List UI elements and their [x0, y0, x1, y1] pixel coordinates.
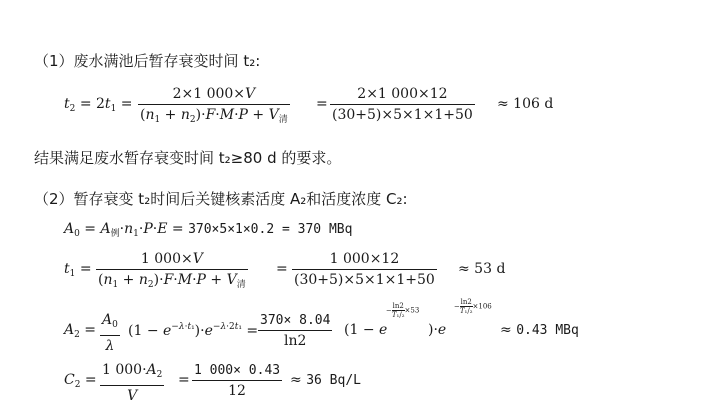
eq5-fraction-numeric — [192, 362, 282, 400]
eq3-den2: (30+5)×5×1×1+50 — [294, 272, 435, 288]
heading-part-1-text: （1）废水满池后暂存衰变时间 t₂: — [34, 52, 261, 70]
eq4-exponent-2: − $\frac{\ln 2}{\text{T₁/₂}}$ ×106 — [454, 298, 492, 315]
eq5-num2: 1 000× 0.43 — [194, 363, 281, 378]
eq4-exponent-1: − $\frac{\ln 2}{\text{T₁/₂}}$ ×53 — [386, 302, 420, 319]
eq5-fraction-symbolic: 1 $000\cdot A_2$ V — [102, 362, 163, 404]
eq3-result: ≈ 53 d — [458, 261, 506, 277]
eq1-result: ≈ 106 d — [497, 96, 554, 112]
eq5-equals: = — [178, 372, 190, 388]
eq3-equals: = — [276, 261, 288, 277]
eq5-den2: 12 — [228, 383, 246, 399]
eq1-lhs: $t_2 = 2t_1$ = — [64, 96, 133, 114]
eq4-fraction-numeric — [258, 312, 332, 350]
eq5-lhs: $C_2$ = — [64, 372, 97, 390]
eq4-lhs: $A_2$ = — [64, 322, 97, 340]
heading-part-2 — [34, 188, 408, 209]
eq4-tail: (1 − e — [344, 322, 388, 338]
eq1-equals: = — [316, 96, 328, 112]
equation-a0: $A_0 = A_例\cdot n_1\cdot P\cdot E = 370\times 5\times 1\times 0.2 = 370$ MBq — [64, 221, 353, 239]
eq4-decay-expression: $(1 - e^{-\lambda\cdot t_1})\cdot e^{-\lambda\cdot 2t_1}$ = — [128, 322, 259, 339]
eq4-den2: ln2 — [284, 333, 307, 349]
eq3-num2: 1 000×12 — [329, 251, 400, 267]
conclusion-text: 结果满足废水暂存衰变时间 t₂≥80 d 的要求。 — [34, 149, 342, 167]
eq1-fraction-numeric — [330, 86, 475, 124]
eq1-fraction-symbolic: 2×1 000×V $(n_1 + n_2)\cdot F\cdot M\cdot P + V_清$ — [140, 86, 288, 125]
eq1-num2: 2×1 000×12 — [357, 86, 448, 102]
eq5-result: ≈ 36 Bq/L — [290, 372, 361, 388]
eq4-num2: 370× 8.04 — [260, 313, 331, 328]
eq1-den2: (30+5)×5×1×1+50 — [332, 107, 473, 123]
eq3-fraction-symbolic: 1 000×V $(n_1 + n_2)\cdot F\cdot M\cdot P + V_清$ — [98, 251, 246, 290]
eq3-fraction-numeric — [292, 251, 437, 289]
conclusion-line — [34, 147, 341, 168]
heading-part-2-text: （2）暂存衰变 t₂时间后关键核素活度 A₂和活度浓度 C₂: — [34, 190, 408, 208]
eq4-dot-e: )·e — [428, 322, 447, 338]
heading-part-1 — [34, 50, 260, 71]
eq4-result: ≈ 0.43 MBq — [500, 322, 579, 338]
eq3-lhs: $t_1$ = — [64, 261, 92, 279]
eq4-fraction-a0-lambda: $A_0$ λ — [102, 312, 118, 354]
